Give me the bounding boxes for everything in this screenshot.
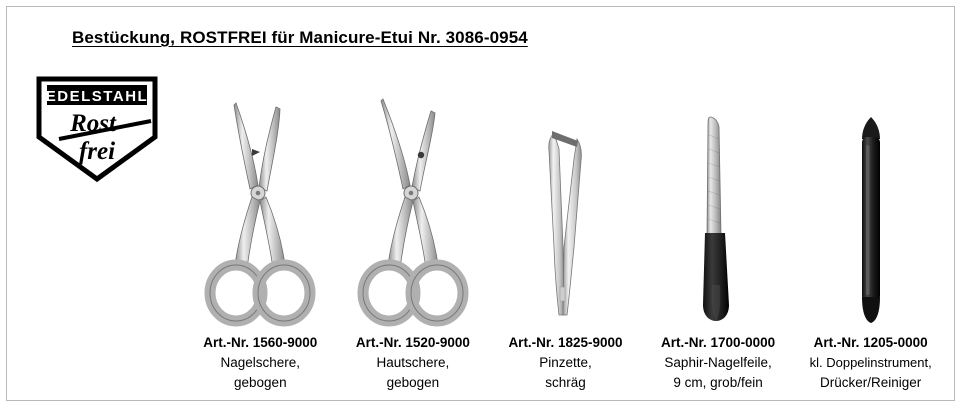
product-desc-line2: schräg bbox=[545, 375, 586, 390]
svg-text:EDELSTAHL: EDELSTAHL bbox=[45, 88, 149, 105]
product-image bbox=[642, 89, 795, 327]
product-image bbox=[489, 89, 642, 327]
product-image bbox=[794, 89, 947, 327]
product-desc-line1: Saphir-Nagelfeile, bbox=[664, 355, 772, 370]
tweezers-slanted-icon bbox=[530, 127, 600, 327]
logo-spacer bbox=[14, 75, 184, 393]
product-image bbox=[337, 89, 490, 327]
product-desc-line1: Pinzette, bbox=[539, 355, 592, 370]
product-list bbox=[14, 75, 947, 393]
product-art-no: Art.-Nr. 1825-9000 bbox=[508, 335, 623, 350]
product-desc-line1: Nagelschere, bbox=[220, 355, 301, 370]
double-ended-cuticle-tool-icon bbox=[841, 115, 901, 327]
page-title: Bestückung, ROSTFREI für Manicure-Etui Nr. 3086-0954 bbox=[72, 28, 528, 47]
product-item bbox=[184, 75, 337, 393]
svg-text:frei: frei bbox=[78, 138, 116, 165]
product-desc-line2: gebogen bbox=[386, 375, 440, 390]
product-art-no: Art.-Nr. 1520-9000 bbox=[355, 335, 470, 350]
product-desc-line2: Drücker/Reiniger bbox=[820, 375, 922, 390]
nail-scissors-curved-icon bbox=[200, 97, 320, 327]
product-art-no: Art.-Nr. 1205-0000 bbox=[813, 335, 928, 350]
svg-text:Rost: Rost bbox=[70, 110, 116, 137]
product-art-no: Art.-Nr. 1560-9000 bbox=[203, 335, 318, 350]
product-desc-line1: Hautschere, bbox=[376, 355, 450, 370]
product-item bbox=[337, 75, 490, 393]
product-caption bbox=[489, 327, 642, 393]
product-desc-line2: gebogen bbox=[234, 375, 287, 390]
product-item bbox=[489, 75, 642, 393]
product-caption bbox=[794, 327, 947, 393]
product-item bbox=[642, 75, 795, 393]
product-item bbox=[794, 75, 947, 393]
product-caption bbox=[642, 327, 795, 393]
product-desc-line2: 9 cm, grob/fein bbox=[673, 375, 763, 390]
product-caption bbox=[184, 327, 337, 393]
product-image bbox=[184, 89, 337, 327]
cuticle-scissors-curved-icon bbox=[353, 97, 473, 327]
product-caption bbox=[337, 327, 490, 393]
product-desc-line1: kl. Doppelinstrument, bbox=[809, 355, 932, 370]
sapphire-nail-file-icon bbox=[683, 115, 753, 327]
product-art-no: Art.-Nr. 1700-0000 bbox=[661, 335, 776, 350]
